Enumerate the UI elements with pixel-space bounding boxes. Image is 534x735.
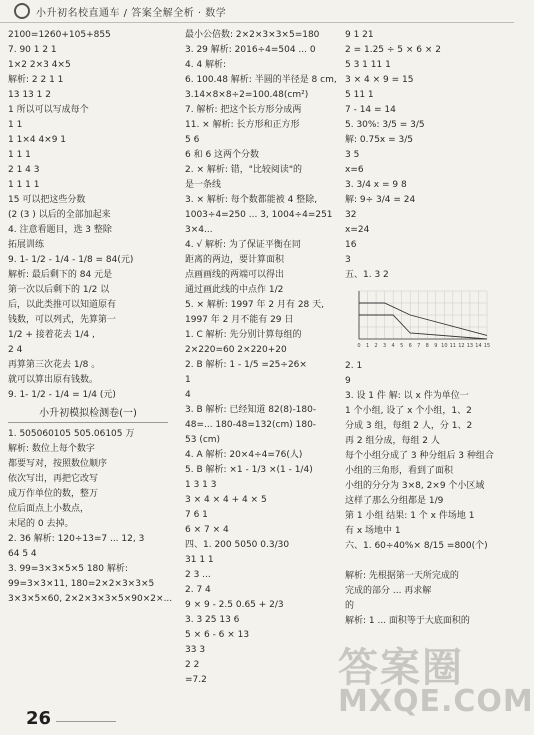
answer-line: 小组的分分为 3×8, 2×9 个小区域	[345, 480, 485, 491]
answer-line: 3. B 解析: 已经知道 82(8)-180-	[185, 405, 317, 415]
answer-line: 3×3×5×60, 2×2×3×3×5×90×2×...	[8, 594, 173, 604]
answer-line: 最小公倍数: 2×2×3×3×5=180	[185, 30, 320, 40]
answer-line: 9. 1- 1/2 - 1/4 = 1/4 (元)	[8, 390, 116, 400]
answer-line: 4. 4 解析:	[185, 60, 227, 70]
x-tick-label: 2	[374, 343, 378, 349]
answer-line: 四、1. 200 5050 0.3/30	[185, 540, 290, 550]
answer-line: 有 x 场地中 1	[345, 525, 401, 536]
answer-line: 5 11 1	[345, 90, 374, 100]
answer-line: 完成的部分 ... 再求解	[345, 585, 432, 596]
answer-line: 31 1 1	[185, 555, 214, 565]
answer-line: 1. 505060105 505.06105 万	[8, 429, 135, 439]
answer-line	[345, 554, 510, 569]
answer-line: 1 1 1 1	[8, 180, 40, 190]
answer-line: 解析: 1 ... 面积等于大底面积的	[345, 615, 470, 626]
answer-line: 2. 36 解析: 120÷13=7 ... 12, 3	[8, 534, 145, 544]
answer-line: 3. 3/4 x = 9 8	[345, 180, 407, 190]
answer-line: 53 (cm)	[185, 435, 221, 445]
x-tick-label: 9	[434, 343, 438, 349]
answer-line: 7. 90 1 2 1	[8, 45, 57, 55]
answer-line: 六、1. 60÷40%× 8/15 =800(个)	[345, 540, 488, 551]
answer-line: 1	[185, 375, 191, 385]
answer-line: 4. 注意看题目，选 3 整除	[8, 225, 112, 235]
answer-line: 解: 9÷ 3/4 = 24	[345, 195, 416, 205]
answer-line: 2100=1260+105+855	[8, 30, 111, 40]
answer-line: 1 1×4 4×9 1	[8, 135, 67, 145]
answer-line: 4. A 解析: 20×4÷4=76(人)	[185, 450, 303, 460]
answer-line: 2×220=60 2×220+20	[185, 345, 287, 355]
answer-line: 1×2 2×3 4×5	[8, 60, 71, 70]
answer-line: 小组的三角形，看到了面积	[345, 465, 454, 476]
answer-line: 13 13 1 2	[8, 90, 51, 100]
answer-line: 解析: 数位上每个数字	[8, 444, 95, 454]
answer-line: 每个小组分成了 3 种分组后 3 种组合	[345, 450, 494, 461]
answer-line: 9. 1- 1/2 - 1/4 - 1/8 = 84(元)	[8, 255, 134, 265]
answer-line: 5 6	[185, 135, 200, 145]
watermark-text: 答案圈	[338, 645, 464, 691]
x-tick-label: 6	[408, 343, 412, 349]
answer-line: 2. 1	[345, 360, 363, 371]
answer-line: 就可以算出原有钱数。	[8, 375, 99, 385]
answer-line: 第 1 小组 结果: 1 个 x 件场地 1	[345, 510, 475, 521]
x-tick-label: 5	[400, 343, 404, 349]
answer-block-right-2	[345, 359, 510, 629]
answer-line: 7. 解析: 把这个长方形分成两	[185, 105, 302, 115]
page-number-rule	[56, 721, 116, 722]
answer-line: 6. 100.48 解析: 半圆的半径是 8 cm,	[185, 75, 337, 85]
answer-line: 1003÷4=250 ... 3, 1004÷4=251	[185, 210, 333, 220]
answer-line: 末尾的 0 去掉。	[8, 519, 74, 529]
answer-line: 3. 设 1 件 解: 以 x 件为单位一	[345, 390, 469, 401]
page-number: 26	[26, 708, 52, 729]
x-tick-label: 4	[391, 343, 395, 349]
x-tick-label: 11	[449, 343, 457, 349]
answer-line: 1 3 1 3	[185, 480, 217, 490]
answer-line: 9 × 9 - 2.5 0.65 + 2/3	[185, 600, 284, 610]
answer-line: 5. × 解析: 1997 年 2 月有 28 天,	[185, 300, 324, 310]
answer-line: 解析: 最后剩下的 84 元是	[8, 270, 113, 280]
answer-line: 9	[345, 375, 351, 386]
x-tick-label: 15	[483, 343, 491, 349]
answer-line: 1/2 + 接着花去 1/4 ,	[8, 330, 95, 340]
answer-line: x=6	[345, 165, 364, 175]
answer-line: 2. × 解析: 错，"比较阅读"的	[185, 165, 303, 175]
answer-line: 2. 7 4	[185, 585, 211, 595]
watermark-url: MXQE.COM	[338, 684, 534, 719]
column-middle	[185, 28, 340, 698]
answer-line: 解析: 先根据第一天所完成的	[345, 570, 459, 581]
answer-line: 2 4	[8, 345, 23, 355]
answer-line: 五、1. 3 2	[345, 270, 389, 280]
answer-line: 3 × 4 × 9 = 15	[345, 75, 414, 85]
x-tick-label: 14	[475, 343, 482, 349]
answer-line: x=24	[345, 225, 370, 235]
answer-line: 15 可以把这些分数	[8, 195, 86, 205]
x-tick-label: 13	[466, 343, 474, 349]
answer-line: 再算第三次花去 1/8 。	[8, 360, 101, 370]
answer-line: 后，以此类推可以知道原有	[8, 300, 117, 310]
answer-line: 3	[345, 255, 351, 265]
x-tick-label: 8	[425, 343, 429, 349]
book-logo-icon	[14, 3, 30, 19]
watermark-logo	[330, 632, 534, 727]
answer-line: 7 6 1	[185, 510, 208, 520]
answer-line: 6 和 6 这两个分数	[185, 150, 260, 160]
x-tick-label: 3	[383, 343, 387, 349]
answer-line: 32	[345, 210, 357, 220]
answer-line: 3.14×8×8÷2=100.48(cm²)	[185, 90, 309, 100]
answer-line: 4. √ 解析: 为了保证平衡在同	[185, 240, 301, 250]
answer-graph	[353, 287, 493, 349]
answer-line: 2 3 ...	[185, 570, 211, 580]
answer-line: 3 × 4 × 4 + 4 × 5	[185, 495, 267, 505]
answer-line: 拓展训练	[8, 240, 45, 250]
series-line	[359, 303, 487, 335]
answer-line: 再 2 组分成，每组 2 人	[345, 435, 440, 446]
answer-line: 9 1 21	[345, 30, 374, 40]
answer-line: 5. B 解析: ×1 - 1/3 ×(1 - 1/4)	[185, 465, 313, 475]
answer-line: 2 = 1.25 ÷ 5 × 6 × 2	[345, 45, 441, 55]
answer-line: 3 5	[345, 150, 360, 160]
x-tick-label: 12	[458, 343, 465, 349]
answer-line: 7 - 14 = 14	[345, 105, 396, 115]
answer-line: 16	[345, 240, 357, 250]
answer-line: 1 1	[8, 120, 23, 130]
answer-line: 是一条线	[185, 180, 222, 190]
x-tick-label: 1	[365, 343, 370, 349]
answer-line: 解析: 2 2 1 1	[8, 75, 64, 85]
answer-line: 6 × 7 × 4	[185, 525, 229, 535]
answer-line: 距离的两边，要计算面积	[185, 255, 285, 265]
answer-block-middle	[185, 28, 340, 688]
answer-line: 1 所以可以写成每个	[8, 105, 89, 115]
x-tick-label: 7	[417, 343, 421, 349]
answer-line: 11. × 解析: 长方形和正方形	[185, 120, 300, 130]
x-tick-label: 0	[357, 343, 361, 349]
answer-line: 99=3×3×11, 180=2×2×3×3×5	[8, 579, 155, 589]
answer-line: 48=... 180-48=132(cm) 180-	[185, 420, 317, 430]
answer-line: 2 1 4 3	[8, 165, 40, 175]
answer-line: 的	[345, 600, 355, 611]
answer-line: 3. 29 解析: 2016÷4=504 ... 0	[185, 45, 316, 55]
x-tick-label: 10	[441, 343, 448, 349]
answer-line: 第一次以后剩下的 1/2 以	[8, 285, 110, 295]
answer-line: 3. × 解析: 每个数都能被 4 整除,	[185, 195, 318, 205]
answer-line: 成万作单位的数，整万	[8, 489, 99, 499]
answer-line: 位后面点上小数点，	[8, 504, 90, 514]
header-title: 小升初名校直通车 / 答案全解全析 · 数学	[36, 8, 227, 19]
answer-block-left-2	[8, 427, 173, 607]
answer-line: 解: 0.75x = 3/5	[345, 135, 414, 145]
answer-line: 3×4...	[185, 225, 213, 235]
answer-line: 1. C 解析: 先分别计算每组的	[185, 330, 302, 340]
answer-line: 64 5 4	[8, 549, 37, 559]
answer-line: 33 3	[185, 645, 206, 655]
answer-line: 依次写出，再把它改写	[8, 474, 99, 484]
answer-line: 这样了那么分组都是 1/9	[345, 495, 444, 506]
answer-line: 通过画此线的中点作 1/2	[185, 285, 284, 295]
column-left	[8, 28, 173, 698]
answer-line: 5 × 6 - 6 × 13	[185, 630, 250, 640]
answer-line: (2 (3 ) 以后的全部加起来	[8, 210, 111, 220]
answer-line: 3. 3 25 13 6	[185, 615, 240, 625]
answer-block-right	[345, 28, 510, 283]
answer-line: 5 3 1 11 1	[345, 60, 391, 70]
section-title: 小升初模拟检测卷(一)	[8, 406, 168, 423]
answer-line: 钱数，可以列式，先算第一	[8, 315, 117, 325]
answer-line: 2 2	[185, 660, 200, 670]
column-right	[345, 28, 510, 698]
page-header	[0, 0, 514, 23]
answer-line: 分成 3 组，每组 2 人，分 1、2	[345, 420, 473, 431]
answer-line: 5. 30%: 3/5 = 3/5	[345, 120, 425, 130]
answer-line: 点画画线的两端可以得出	[185, 270, 285, 280]
answer-line: 都要写对，按照数位顺序	[8, 459, 108, 469]
answer-block-left	[8, 28, 168, 403]
answer-line: 1997 年 2 月不能有 29 日	[185, 315, 294, 325]
answer-line: =7.2	[185, 675, 207, 685]
answer-line: 2. B 解析: 1 - 1/5 =25÷26×	[185, 360, 307, 370]
answer-line: 4	[185, 390, 191, 400]
answer-line: 1 个小组, 设了 x 个小组，1、2	[345, 405, 472, 416]
answer-line: 1 1 1	[8, 150, 31, 160]
answer-line: 3. 99=3×3×5×5 180 解析:	[8, 564, 128, 574]
